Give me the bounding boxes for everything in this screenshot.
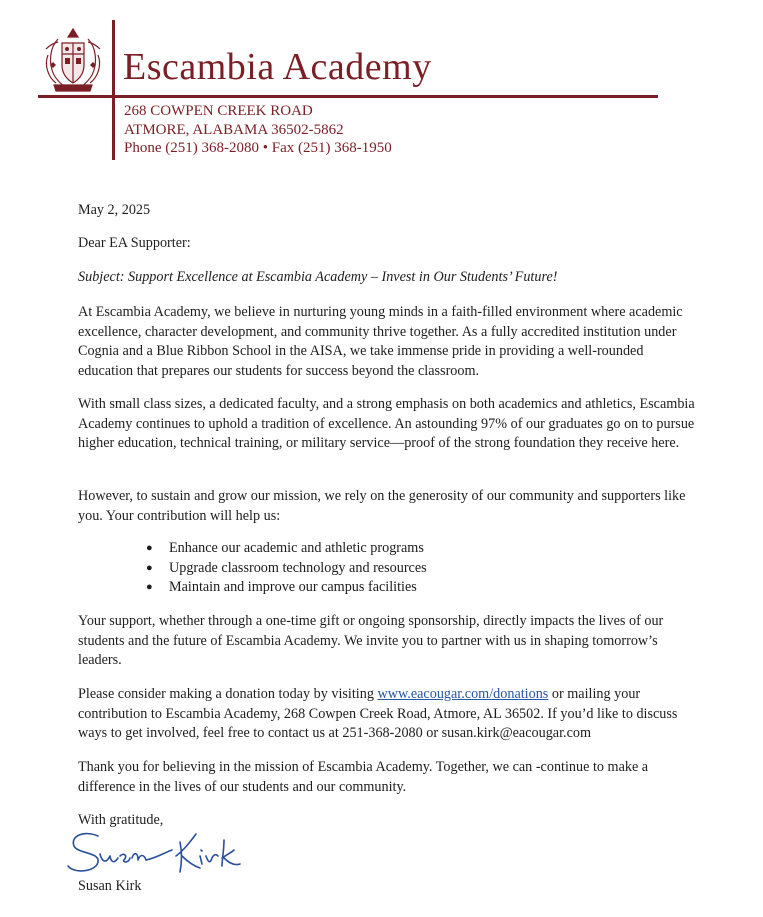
paragraph-thanks: Thank you for believing in the mission of Escambia Academy. Together, we can -continue to make a difference in the lives of our students and our community.: [78, 759, 649, 795]
address-city: ATMORE, ALABAMA 36502-5862: [124, 122, 344, 138]
list-item-text: Upgrade classroom technology and resources: [169, 559, 427, 576]
signer-name: Susan Kirk: [78, 878, 142, 894]
salutation: Dear EA Supporter:: [78, 235, 191, 251]
handwritten-signature: [64, 822, 269, 880]
list-item-text: Maintain and improve our campus facilities: [169, 579, 417, 595]
bullet-icon: ●: [146, 542, 153, 554]
subject-line: Subject: Support Excellence at Escambia Academy – Invest in Our Students’ Future!: [78, 269, 558, 285]
closing: With gratitude,: [78, 812, 164, 828]
list-item-text: Enhance our academic and athletic programs: [169, 540, 424, 556]
letterhead-horizontal-rule: [38, 95, 658, 98]
paragraph-donation: [78, 685, 698, 744]
address-contact: Phone (251) 368-2080 • Fax (251) 368-1950: [124, 140, 392, 156]
donation-text-end: or mailing your contribution to Escambia Academy, 268 Cowpen Creek Road, Atmore, AL 36502. If you’d like to discuss ways to get involved, feel free to contact us at 251-368-2080 or susan.kirk@eacougar.com: [78, 686, 678, 741]
paragraph-excellence: With small class sizes, a dedicated faculty, and a strong emphasis on both academics and athletics, Escambia Academy continues to uphold a tradition of excellence. An astounding 97% of our graduates go on to pursue higher education, technical training, or military service—proof of the strong foundation they receive here.: [78, 396, 695, 451]
contribution-list: [146, 539, 427, 598]
paragraph-request: However, to sustain and grow our mission, we rely on the generosity of our community and supporters like you. Your contribution will help us:: [78, 488, 686, 524]
donation-link[interactable]: www.eacougar.com/donations: [377, 686, 549, 702]
paragraph-impact: Your support, whether through a one-time gift or ongoing sponsorship, directly impacts the lives of our students and the future of Escambia Academy. We invite you to partner with us in shaping tomorrow’s leaders.: [78, 613, 664, 668]
list-item: [146, 578, 427, 598]
bullet-icon: ●: [146, 561, 153, 574]
address-street: 268 COWPEN CREEK ROAD: [124, 103, 313, 119]
school-name: Escambia Academy: [123, 46, 432, 88]
donation-text-start: Please consider making a donation today by visiting: [78, 686, 378, 702]
letter-date: May 2, 2025: [78, 202, 151, 218]
paragraph-intro: At Escambia Academy, we believe in nurturing young minds in a faith-filled environment where academic excellence, character development, and community thrive together. As a fully accredited institution under Cognia and a Blue Ribbon School in the AISA, we take immense pride in providing a well-rounded education that prepares our students for success beyond the classroom.: [78, 304, 683, 379]
bullet-icon: ●: [146, 581, 153, 593]
letterhead-vertical-rule: [112, 20, 115, 160]
list-item: [146, 539, 427, 559]
school-crest-icon: [40, 25, 106, 95]
list-item: [146, 559, 427, 579]
